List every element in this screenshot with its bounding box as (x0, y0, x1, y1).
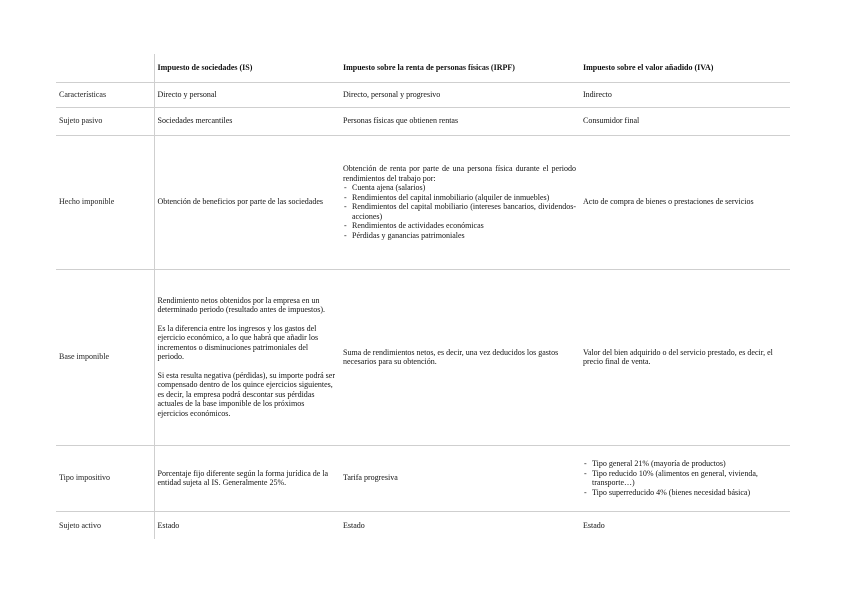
row-label: Hecho imponible (56, 135, 154, 269)
list-item: - Tipo reducido 10% (alimentos en general, vivienda, transporte…) (583, 469, 786, 488)
cell-irpf: Directo, personal y progresivo (343, 89, 441, 99)
irpf-hecho-intro: Obtención de renta por parte de una persona física durante el periodo rendimientos del trabajo por: (343, 164, 576, 183)
header-is: Impuesto de sociedades (IS) (157, 63, 253, 72)
cell-is: Estado (157, 520, 180, 530)
iva-tipos-list (583, 459, 786, 497)
row-label: Base imponible (56, 269, 154, 445)
cell-irpf: Personas físicas que obtienen rentas (343, 116, 459, 126)
cell-iva: Estado (583, 520, 605, 530)
row-label: Características (56, 82, 154, 107)
paragraph: Es la diferencia entre los ingresos y los gastos del ejercicio económico, a lo que habrá que añadir los incrementos o disminuciones patrimoniales del periodo. (157, 323, 319, 362)
header-irpf: Impuesto sobre la renta de personas físicas (IRPF) (343, 63, 515, 72)
cell-is (154, 269, 340, 445)
row-base-imponible (56, 269, 790, 445)
cell-irpf: Tarifa progresiva (343, 473, 398, 483)
row-tipo-impositivo (56, 445, 790, 511)
cell-irpf: Estado (343, 520, 365, 530)
cell-is: Directo y personal (157, 89, 217, 99)
irpf-hecho-list (343, 183, 576, 240)
cell-iva: Acto de compra de bienes o prestaciones de servicios (583, 197, 754, 207)
list-item: - Tipo general 21% (mayoría de productos) (583, 459, 786, 469)
row-hecho-imponible (56, 135, 790, 269)
cell-iva: Consumidor final (583, 116, 640, 126)
row-sujeto-pasivo (56, 107, 790, 135)
cell-iva: Valor del bien adquirido o del servicio prestado, es decir, el precio final de venta. (583, 347, 773, 366)
cell-irpf: Suma de rendimientos netos, es decir, una vez deducidos los gastos necesarios para su obtención. (343, 347, 559, 366)
list-item: - Tipo superreducido 4% (bienes necesidad básica) (583, 488, 786, 498)
header-empty-cell (56, 54, 154, 82)
header-row (56, 54, 790, 82)
cell-is: Obtención de beneficios por parte de las sociedades (157, 197, 323, 207)
row-sujeto-activo (56, 511, 790, 539)
cell-iva: Indirecto (583, 89, 612, 99)
list-item: - Pérdidas y ganancias patrimoniales (343, 231, 576, 241)
cell-is: Porcentaje fijo diferente según la forma jurídica de la entidad sujeta al IS. Generalmente 25%. (157, 468, 329, 487)
cell-irpf (340, 135, 580, 269)
list-item: - Rendimientos del capital inmobiliario (alquiler de inmuebles) (343, 193, 576, 203)
list-item: - Rendimientos del capital mobiliario (intereses bancarios, dividendos-acciones) (343, 202, 576, 221)
header-iva: Impuesto sobre el valor añadido (IVA) (583, 63, 714, 72)
row-label: Sujeto pasivo (56, 107, 154, 135)
paragraph: Rendimiento netos obtenidos por la empresa en un determinado periodo (resultado antes de impuestos). (157, 295, 326, 315)
row-label: Tipo impositivo (56, 445, 154, 511)
list-item: - Cuenta ajena (salarios) (343, 183, 576, 193)
row-label: Sujeto activo (56, 511, 154, 539)
row-caracteristicas (56, 82, 790, 107)
paragraph: Si esta resulta negativa (pérdidas), su importe podrá ser compensado dentro de los quince ejercicios siguientes, es decir, la empresa podrá descontar sus pérdidas actuales de la base imponible de los próximos ejercicios económicos. (157, 370, 335, 418)
tax-comparison-table (56, 54, 790, 539)
cell-iva (580, 445, 790, 511)
list-item: - Rendimientos de actividades económicas (343, 221, 576, 231)
cell-is: Sociedades mercantiles (157, 116, 233, 126)
